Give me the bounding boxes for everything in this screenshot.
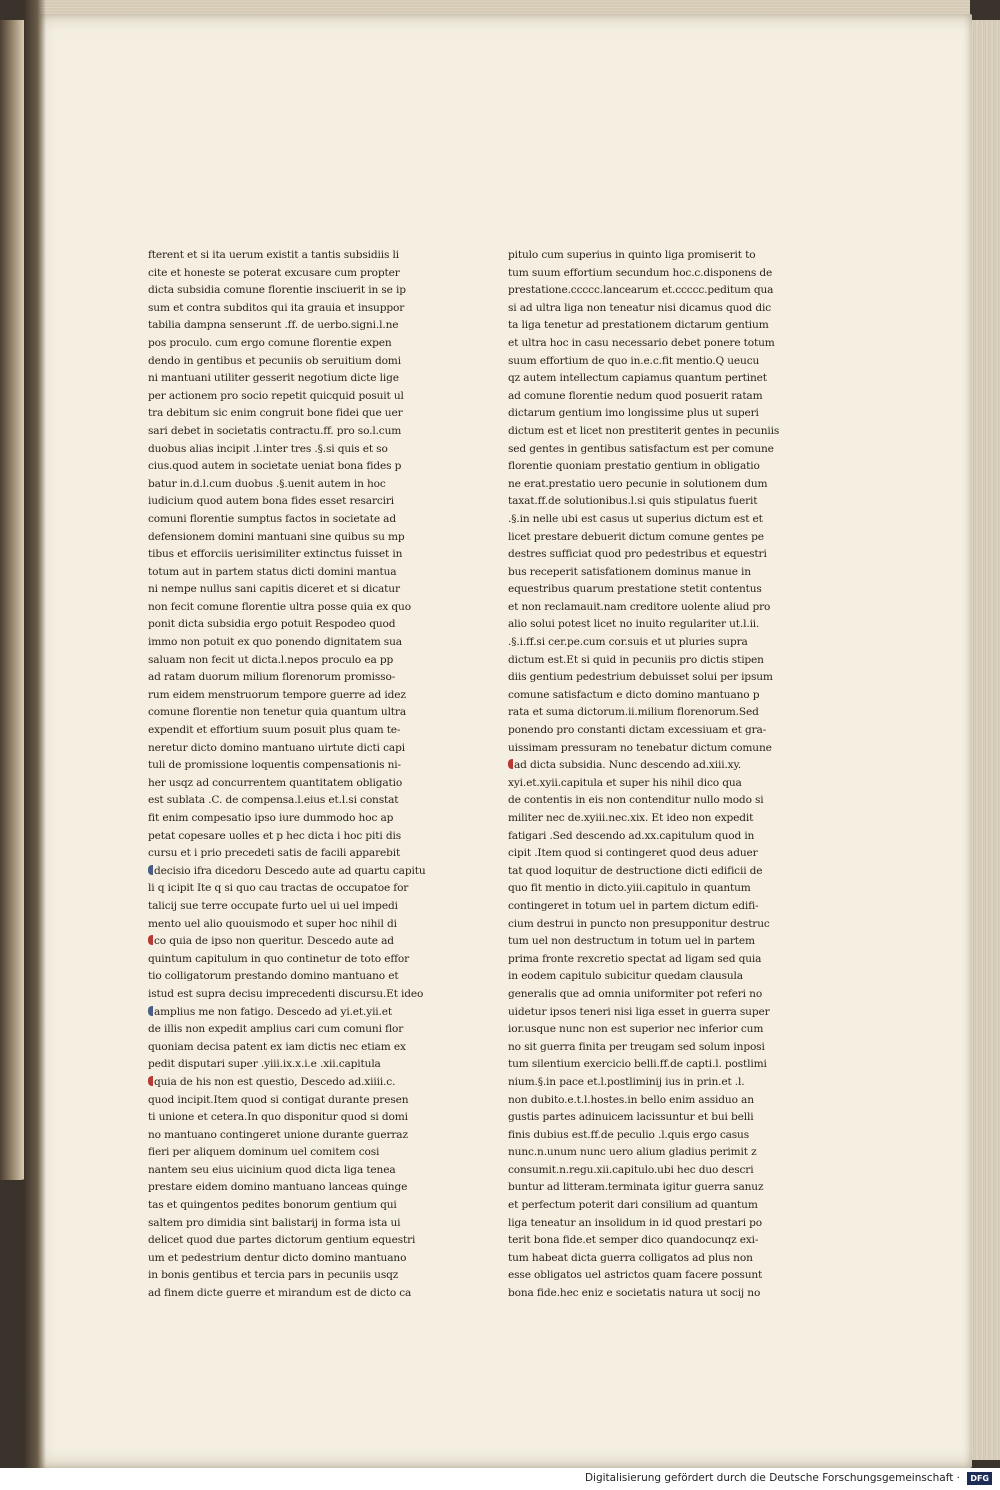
paragraph-mark-icon bbox=[148, 1076, 153, 1086]
line-text: contingeret in totum uel in partem dictum edifi- bbox=[508, 899, 759, 912]
text-line bbox=[148, 423, 402, 441]
text-line bbox=[148, 898, 398, 916]
line-text: ad finem dicte guerre et mirandum est de dicto ca bbox=[148, 1287, 412, 1300]
text-line bbox=[148, 740, 405, 758]
line-text: terit bona fide.et semper dico quandocunqz exi- bbox=[508, 1234, 759, 1247]
footer-bar bbox=[0, 1468, 1000, 1490]
line-text: sum et contra subditos qui ita grauia et insuppor bbox=[148, 301, 405, 314]
text-line bbox=[508, 546, 767, 564]
line-text: rata et suma dictorum.ii.milium florenorum.Sed bbox=[508, 706, 759, 719]
text-line bbox=[508, 1232, 758, 1250]
text-line bbox=[508, 669, 773, 687]
line-text: .§.in nelle ubi est casus ut superius dictum est et bbox=[508, 512, 763, 525]
line-text: tio colligatorum prestando domino mantuano et bbox=[148, 970, 399, 983]
text-line bbox=[148, 1074, 398, 1092]
line-text: taxat.ff.de solutionibus.l.si quis stipulatus fuerit bbox=[508, 495, 758, 508]
text-line bbox=[508, 564, 758, 582]
line-text: tum habeat dicta guerra colligatos ad plus non bbox=[508, 1251, 753, 1264]
line-text: tabilia dampna senserunt .ff. de uerbo.signi.l.ne bbox=[148, 319, 399, 332]
text-line bbox=[508, 1074, 758, 1092]
text-line bbox=[508, 1215, 763, 1233]
text-line bbox=[508, 722, 767, 740]
text-line bbox=[148, 757, 401, 775]
text-line bbox=[508, 265, 773, 283]
text-line bbox=[508, 405, 758, 423]
text-line bbox=[148, 493, 398, 511]
text-line bbox=[508, 916, 770, 934]
line-text: totum aut in partem status dicti domini mantua bbox=[148, 565, 397, 578]
text-line bbox=[508, 282, 774, 300]
line-text: et perfectum poterit dari consilium ad quantum bbox=[508, 1199, 758, 1212]
line-text: si ad ultra liga non teneatur nisi dicamus quod dic bbox=[508, 301, 772, 314]
text-line bbox=[508, 828, 758, 846]
line-text: buntur ad litteram.terminata igitur guerra sanuz bbox=[508, 1181, 764, 1194]
text-line bbox=[148, 634, 402, 652]
line-text: ni mantuani utiliter gesserit negotium dicte lige bbox=[148, 372, 399, 385]
line-text: licet prestare debuerit dictum comune gentes pe bbox=[508, 530, 764, 543]
text-line bbox=[148, 1197, 398, 1215]
text-line bbox=[508, 1144, 758, 1162]
text-line bbox=[148, 282, 406, 300]
paragraph-mark-icon bbox=[148, 865, 153, 875]
text-line bbox=[508, 933, 758, 951]
text-line bbox=[148, 1285, 412, 1303]
text-line bbox=[148, 1004, 398, 1022]
text-line bbox=[508, 581, 762, 599]
line-text: florentie quoniam prestatio gentium in obligatio bbox=[508, 460, 760, 473]
text-line bbox=[508, 652, 764, 670]
text-line bbox=[148, 828, 401, 846]
text-line bbox=[148, 1039, 406, 1057]
line-text: uissimam pressuram no tenebatur dictum comune bbox=[508, 741, 772, 754]
text-line bbox=[148, 370, 398, 388]
line-text: immo non potuit ex quo ponendo dignitatem sua bbox=[148, 636, 402, 649]
line-text: pos proculo. cum ergo comune florentie expen bbox=[148, 336, 392, 349]
text-line bbox=[508, 863, 763, 881]
text-line bbox=[148, 1179, 408, 1197]
text-line bbox=[148, 405, 403, 423]
line-text: non dubito.e.t.l.hostes.in bello enim assiduo an bbox=[508, 1093, 754, 1106]
text-line bbox=[508, 951, 762, 969]
line-text: equestribus quarum prestatione stetit contentus bbox=[508, 583, 762, 596]
text-line bbox=[508, 880, 758, 898]
line-text: tum suum effortium secundum hoc.c.disponens de bbox=[508, 266, 773, 279]
text-line bbox=[148, 265, 398, 283]
line-text: istud est supra decisu imprecedenti discursu.Et ideo bbox=[148, 987, 424, 1000]
text-line bbox=[148, 353, 401, 371]
line-text: alio solui potest licet no inuito regulariter ut.l.ii. bbox=[508, 618, 760, 631]
line-text: diis gentium pedestrium debuisset solui per ipsum bbox=[508, 671, 773, 684]
paragraph-mark-icon bbox=[508, 759, 513, 769]
line-text: duobus alias incipit .l.inter tres .§.si quis et so bbox=[148, 442, 388, 455]
line-text: ponendo pro constanti dictam excessiuam et gra- bbox=[508, 724, 767, 737]
text-line bbox=[508, 704, 758, 722]
line-text: uidetur ipsos teneri nisi liga esset in guerra super bbox=[508, 1005, 770, 1018]
line-text: dicta subsidia comune florentie insciuerit in se ip bbox=[148, 284, 406, 297]
text-line bbox=[508, 458, 758, 476]
text-line bbox=[508, 1197, 758, 1215]
text-line bbox=[508, 529, 764, 547]
text-line bbox=[508, 634, 758, 652]
line-text: rum eidem menstruorum tempore guerre ad idez bbox=[148, 688, 406, 701]
text-line bbox=[148, 581, 398, 599]
text-line bbox=[508, 810, 758, 828]
text-line bbox=[148, 300, 405, 318]
text-column-right bbox=[508, 247, 780, 1303]
text-line bbox=[508, 1127, 758, 1145]
line-text: pitulo cum superius in quinto liga promiserit to bbox=[508, 249, 756, 261]
text-line bbox=[508, 1162, 758, 1180]
text-line bbox=[148, 1215, 401, 1233]
line-text: mento uel alio quouismodo et super hoc nihil di bbox=[148, 917, 397, 930]
line-text: quod incipit.Item quod si contigat durante presen bbox=[148, 1093, 409, 1106]
text-line bbox=[148, 775, 403, 793]
line-text: et non reclamauit.nam creditore uolente aliud pro bbox=[508, 600, 771, 613]
line-text: li q icipit Ite q si quo cau tractas de occupatoe for bbox=[148, 882, 409, 895]
line-text: .§.i.ff.si cer.pe.cum cor.suis et ut pluries supra bbox=[508, 636, 748, 649]
line-text: cursu et i prio precedeti satis de facili apparebit bbox=[148, 847, 401, 860]
text-line bbox=[148, 863, 426, 881]
text-line bbox=[148, 810, 398, 828]
line-text: sed gentes in gentibus satisfactum est per comune bbox=[508, 442, 774, 455]
line-text: batur in.d.l.cum duobus .§.uenit autem in hoc bbox=[148, 477, 386, 490]
line-text: de contentis in eis non contenditur nullo modo si bbox=[508, 794, 764, 807]
text-line bbox=[148, 546, 403, 564]
text-line bbox=[148, 1250, 407, 1268]
text-line bbox=[508, 616, 758, 634]
line-text: fatigari .Sed descendo ad.xx.capitulum quod in bbox=[508, 829, 755, 842]
line-text: suum effortium de quo in.e.c.fit mentio.Q ueucu bbox=[508, 354, 760, 367]
text-line bbox=[148, 933, 398, 951]
line-text: delicet quod due partes dictorum gentium equestri bbox=[148, 1234, 416, 1247]
text-line bbox=[148, 317, 398, 335]
line-text: tum silentium exercicio belli.ff.de capti.l. postlimi bbox=[508, 1058, 767, 1071]
line-text: tuli de promissione loquentis compensationis ni- bbox=[148, 759, 401, 772]
line-text: ad ratam duorum milium florenorum promisso- bbox=[148, 671, 396, 684]
text-line bbox=[148, 669, 398, 687]
text-line bbox=[148, 968, 398, 986]
manuscript-page bbox=[26, 14, 972, 1468]
text-line bbox=[508, 1039, 765, 1057]
line-text: cium destrui in puncto non presupponitur destruc bbox=[508, 917, 770, 930]
line-text: qz autem intellectum capiamus quantum pertinet bbox=[508, 372, 767, 385]
line-text: tat quod loquitur de destructione dicti edificii de bbox=[508, 864, 763, 877]
line-text: prestare eidem domino mantuano lanceas quinge bbox=[148, 1181, 408, 1194]
text-line bbox=[148, 722, 401, 740]
footer-credit: Digitalisierung gefördert durch die Deutsche Forschungsgemeinschaft · bbox=[584, 1472, 960, 1484]
text-line bbox=[148, 1144, 398, 1162]
line-text: cius.quod autem in societate ueniat bona fides p bbox=[148, 460, 402, 473]
text-line bbox=[508, 986, 763, 1004]
line-text: decisio ifra dicedoru Descedo aute ad quartu capitu bbox=[154, 864, 426, 877]
line-text: militer nec de.xyiii.nec.xix. Et ideo non expedit bbox=[508, 812, 754, 824]
line-text: tibus et efforciis uerisimiliter extinctus fuisset in bbox=[148, 548, 403, 561]
line-text: in eodem capitulo subicitur quedam clausula bbox=[508, 970, 743, 983]
text-line bbox=[148, 1056, 398, 1074]
text-line bbox=[508, 300, 772, 318]
text-line bbox=[508, 1285, 761, 1303]
text-line bbox=[508, 511, 763, 529]
line-text: ne erat.prestatio uero pecunie in solutionem dum bbox=[508, 477, 768, 490]
line-text: quia de his non est questio, Descedo ad.xiiii.c. bbox=[154, 1075, 396, 1088]
dfg-logo: DFG bbox=[967, 1472, 992, 1485]
line-text: fieri per aliquem dominum uel comitem cosi bbox=[148, 1146, 380, 1159]
text-line bbox=[148, 1162, 398, 1180]
line-text: ta liga tenetur ad prestationem dictarum gentium bbox=[508, 319, 769, 332]
line-text: tum uel non destructum in totum uel in partem bbox=[508, 935, 755, 948]
text-line bbox=[508, 493, 758, 511]
text-line bbox=[508, 388, 763, 406]
line-text: iudicium quod autem bona fides esset resarciri bbox=[148, 495, 395, 508]
line-text: quoniam decisa patent ex iam dictis nec etiam ex bbox=[148, 1040, 406, 1053]
line-text: nium.§.in pace et.l.postliminij ius in prin.et .l. bbox=[508, 1075, 745, 1088]
text-line bbox=[508, 317, 769, 335]
line-text: pedit disputari super .yiii.ix.x.i.e .xii.capitula bbox=[148, 1058, 381, 1071]
line-text: co quia de ipso non queritur. Descedo aute ad bbox=[154, 935, 394, 948]
line-text: tra debitum sic enim congruit bone fidei que uer bbox=[148, 407, 403, 420]
text-line bbox=[508, 968, 758, 986]
line-text: ponit dicta subsidia ergo potuit Respodeo quod bbox=[148, 618, 396, 631]
text-line bbox=[508, 845, 758, 863]
text-line bbox=[148, 599, 411, 617]
line-text: prima fronte rexcretio spectat ad ligam sed quia bbox=[508, 952, 762, 965]
text-line bbox=[508, 898, 758, 916]
line-text: saltem pro dimidia sint balistarij in forma ista ui bbox=[148, 1216, 401, 1229]
line-text: est sublata .C. de compensa.l.eius et.l.si constat bbox=[148, 794, 399, 807]
line-text: cite et honeste se poterat excusare cum propter bbox=[148, 266, 400, 279]
line-text: cipit .Item quod si contingeret quod deus aduer bbox=[508, 847, 758, 860]
line-text: comune florentie non tenetur quia quantum ultra bbox=[148, 706, 406, 719]
text-line bbox=[148, 845, 401, 863]
line-text: talicij sue terre occupate furto uel ui uel impedi bbox=[148, 899, 398, 912]
line-text: ni nempe nullus sani capitis diceret et si dicatur bbox=[148, 583, 400, 596]
line-text: tas et quingentos pedites bonorum gentium qui bbox=[148, 1199, 397, 1212]
line-text: de illis non expedit amplius cari cum comuni flor bbox=[148, 1023, 404, 1036]
text-line bbox=[508, 423, 780, 441]
text-line bbox=[508, 792, 764, 810]
line-text: amplius me non fatigo. Descedo ad yi.et.yii.et bbox=[154, 1005, 392, 1018]
line-text: saluam non fecit ut dicta.l.nepos proculo ea pp bbox=[148, 653, 394, 666]
line-text: ior.usque nunc non est superior nec inferior cum bbox=[508, 1023, 764, 1036]
text-line bbox=[508, 441, 774, 459]
text-line bbox=[148, 951, 410, 969]
text-line bbox=[148, 687, 406, 705]
text-line bbox=[508, 740, 772, 758]
text-line bbox=[148, 616, 398, 634]
text-line bbox=[148, 1127, 408, 1145]
line-text: nantem seu eius uicinium quod dicta liga tenea bbox=[148, 1163, 396, 1176]
line-text: um et pedestrium dentur dicto domino mantuano bbox=[148, 1251, 407, 1264]
text-line bbox=[148, 880, 409, 898]
text-line bbox=[148, 388, 404, 406]
line-text: dictum est.Et si quid in pecuniis pro dictis stipen bbox=[508, 653, 764, 666]
line-text: xyi.et.xyii.capitula et super his nihil dico qua bbox=[508, 776, 742, 789]
text-line bbox=[148, 986, 424, 1004]
text-line bbox=[148, 704, 406, 722]
text-line bbox=[148, 652, 398, 670]
paragraph-mark-icon bbox=[148, 1006, 153, 1016]
text-line bbox=[148, 916, 398, 934]
text-line bbox=[148, 511, 398, 529]
text-line bbox=[148, 529, 405, 547]
text-line bbox=[508, 1056, 767, 1074]
text-line bbox=[508, 370, 767, 388]
text-line bbox=[508, 335, 775, 353]
line-text: sari debet in societatis contractu.ff. pro so.l.cum bbox=[148, 424, 402, 437]
line-text: prestatione.ccccc.lancearum et.ccccc.peditum qua bbox=[508, 284, 774, 297]
text-line bbox=[508, 476, 768, 494]
text-line bbox=[508, 775, 758, 793]
text-line bbox=[508, 1179, 764, 1197]
line-text: dendo in gentibus et pecuniis ob seruitium domi bbox=[148, 354, 401, 367]
text-line bbox=[148, 1267, 398, 1285]
text-column-left bbox=[148, 247, 426, 1303]
text-line bbox=[508, 1021, 764, 1039]
line-text: destres sufficiat quod pro pedestribus et equestri bbox=[508, 548, 767, 561]
text-line bbox=[508, 1004, 770, 1022]
text-line bbox=[148, 792, 398, 810]
text-line bbox=[148, 1092, 409, 1110]
text-line bbox=[148, 1109, 408, 1127]
line-text: fit enim compesatio ipso iure dummodo hoc ap bbox=[148, 812, 394, 824]
text-line bbox=[508, 757, 758, 775]
line-text: in bonis gentibus et tercia pars in pecuniis usqz bbox=[148, 1269, 399, 1282]
line-text: ad dicta subsidia. Nunc descendo ad.xiii.xy. bbox=[514, 759, 742, 772]
text-line bbox=[148, 564, 398, 582]
line-text: petat copesare uolles et p hec dicta i hoc piti dis bbox=[148, 829, 401, 842]
text-line bbox=[148, 458, 402, 476]
line-text: fterent et si ita uerum existit a tantis subsidiis li bbox=[148, 249, 399, 261]
line-text: her usqz ad concurrentem quantitatem obligatio bbox=[148, 776, 403, 789]
line-text: no sit guerra finita per treugam sed solum inposi bbox=[508, 1040, 765, 1053]
line-text: neretur dicto domino mantuano uirtute dicti capi bbox=[148, 741, 405, 754]
text-line bbox=[148, 1232, 416, 1250]
text-line bbox=[508, 247, 758, 265]
line-text: bus receperit satisfationem dominus manue in bbox=[508, 565, 751, 578]
line-text: finis dubius est.ff.de peculio .l.quis ergo casus bbox=[508, 1128, 750, 1141]
line-text: ti unione et cetera.In quo disponitur quod si domi bbox=[148, 1111, 408, 1124]
text-line bbox=[508, 599, 771, 617]
line-text: quintum capitulum in quo continetur de toto effor bbox=[148, 952, 410, 965]
text-line bbox=[148, 1021, 404, 1039]
line-text: esse obligatos uel astrictos quam facere possunt bbox=[508, 1269, 763, 1282]
line-text: per actionem pro socio repetit quicquid posuit ul bbox=[148, 389, 404, 402]
line-text: defensionem domini mantuani sine quibus su mp bbox=[148, 530, 405, 543]
line-text: liga teneatur an insolidum in id quod prestari po bbox=[508, 1216, 763, 1229]
text-line bbox=[148, 335, 398, 353]
line-text: expendit et effortium suum posuit plus quam te- bbox=[148, 724, 401, 737]
paragraph-mark-icon bbox=[148, 935, 153, 945]
line-text: dictum est et licet non prestiterit gentes in pecuniis bbox=[508, 424, 780, 437]
line-text: dictarum gentium imo longissime plus ut superi bbox=[508, 407, 759, 420]
line-text: gustis partes adinuicem lacissuntur et bui belli bbox=[508, 1111, 754, 1124]
text-line bbox=[508, 353, 758, 371]
line-text: quo fit mentio in dicto.yiii.capitulo in quantum bbox=[508, 882, 751, 895]
binding-gutter bbox=[24, 0, 46, 1470]
text-line bbox=[508, 1109, 758, 1127]
text-line bbox=[148, 441, 398, 459]
text-line bbox=[508, 687, 758, 705]
line-text: no mantuano contingeret unione durante guerraz bbox=[148, 1128, 408, 1141]
line-text: generalis que ad omnia uniformiter pot referi no bbox=[508, 987, 763, 1000]
text-line bbox=[148, 247, 398, 265]
text-line bbox=[508, 1092, 758, 1110]
line-text: comuni florentie sumptus factos in societate ad bbox=[148, 512, 396, 525]
line-text: et ultra hoc in casu necessario debet ponere totum bbox=[508, 336, 775, 349]
text-line bbox=[508, 1267, 763, 1285]
line-text: nunc.n.unum nunc uero alium gladius perimit z bbox=[508, 1146, 757, 1159]
line-text: consumit.n.regu.xii.capitulo.ubi hec duo descri bbox=[508, 1163, 754, 1176]
line-text: non fecit comune florentie ultra posse quia ex quo bbox=[148, 600, 411, 613]
line-text: ad comune florentie nedum quod posuerit ratam bbox=[508, 389, 763, 402]
line-text: comune satisfactum e dicto domino mantuano p bbox=[508, 688, 760, 701]
line-text: bona fide.hec eniz e societatis natura ut socij no bbox=[508, 1287, 761, 1300]
text-line bbox=[508, 1250, 758, 1268]
text-line bbox=[148, 476, 398, 494]
